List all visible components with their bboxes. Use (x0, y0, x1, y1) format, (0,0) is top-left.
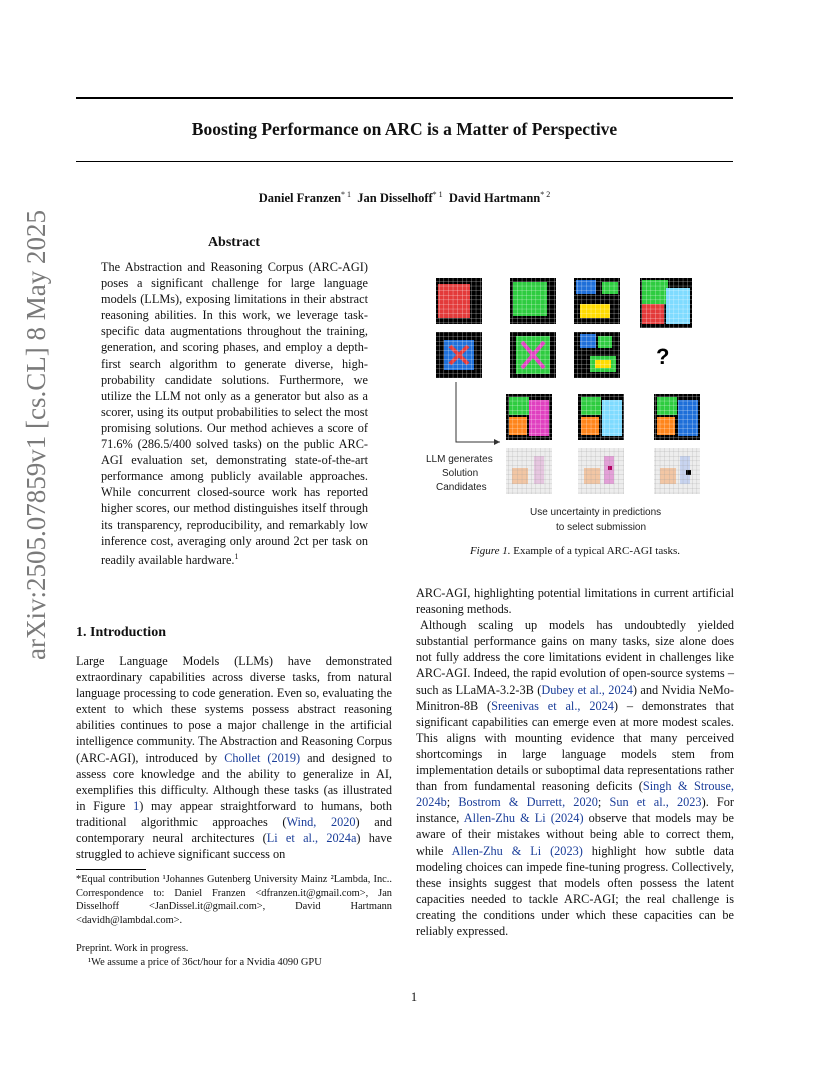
figure-caption (416, 545, 734, 557)
citation-link[interactable]: 1 (133, 798, 140, 813)
citation-link[interactable]: Dubey et al., 2024 (541, 682, 633, 697)
candidate-solutions (506, 394, 700, 440)
example-pair-3 (574, 278, 620, 378)
abstract-body (101, 259, 368, 568)
abstract-text: The Abstraction and Reasoning Corpus (ARC-AGI) poses a significant challenge for large language models (LLMs), exposing limitations in their abstract reasoning abilities. In this work, we leverage task-specific data augmentations throughout the training, generation, and scoring phases, and employ a depth-first search algorithm to generate diverse, high-probability candidate solutions. Furthermore, we utilize the LLM not only as a generator but also as a scorer, using its output probabilities to select the most promising solutions. Our method achieves a score of 71.6% (286.5/400 solved tasks) on the public ARC-AGI evaluation set, demonstrating state-of-the-art performance among publicly available approaches. While concurrent closed-source work has reported higher scores, our method distinguishes itself through its transparency, reproducibility, and remarkably low inference cost, averaging only around 2ct per task on readily available hardware. (101, 260, 368, 567)
author-affil: * 1 (341, 190, 352, 199)
body-text: ). For instance, (416, 795, 735, 826)
flow-arrow (456, 382, 500, 442)
candidate-uncertainty-maps (506, 448, 700, 494)
body-text: ) have struggled to achieve significant success on (76, 831, 392, 862)
question-mark: ? (656, 344, 670, 369)
author-name: Daniel Franzen (258, 191, 342, 206)
preprint-note: Preprint. Work in progress. (76, 943, 189, 954)
paper-title: Boosting Performance on ARC is a Matter of Perspective (191, 119, 618, 139)
uncertainty-label-line-1: Use uncertainty in predictions (530, 507, 662, 518)
body-text: ; (446, 795, 459, 810)
body-text: ) and contemporary neural architectures ( (76, 814, 392, 846)
example-pair-2 (510, 278, 556, 378)
citation-link[interactable]: Sun et al., 2023 (609, 795, 702, 810)
citation-link[interactable]: Li et al., 2024a (266, 831, 357, 846)
title-bottom-rule (76, 161, 733, 162)
author-affil: * 1 (432, 190, 443, 199)
page-number: 1 (410, 990, 418, 1004)
citation-link[interactable]: Bostrom & Durrett, 2020 (458, 795, 598, 810)
footnote-rule (76, 869, 146, 870)
test-input (640, 278, 692, 328)
llm-label-line-2: Solution (442, 468, 479, 479)
body-text: ) and Nvidia NeMo-Minitron-8B ( (416, 682, 735, 713)
body-text: ) may appear straightforward to humans, both traditional algorithmic approaches ( (76, 798, 392, 829)
arxiv-sidebar: arXiv:2505.07859v1 [cs.CL] 8 May 2025 (21, 210, 51, 660)
example-pair-1 (436, 278, 482, 378)
llm-label-line-3: Candidates (436, 482, 487, 493)
intro-paragraph-1-continued: ARC-AGI, highlighting potential limitations in current artificial reasoning methods. (416, 586, 734, 617)
author-affil: * 2 (540, 190, 551, 199)
author-list (76, 190, 733, 206)
footnote-mark: 1 (234, 551, 239, 561)
abstract-heading: Abstract (207, 235, 261, 250)
price-footnote: ¹We assume a price of 36ct/hour for a Nvidia 4090 GPU (88, 957, 322, 968)
affiliation-footnote: *Equal contribution ¹Johannes Gutenberg University Mainz ²Lambda, Inc.. Correspondence to: Daniel Franzen <dfranzen.it@gmail.com>, Jan Disselhoff <JanDissel.it@gmail.com>, David Hartmann <davidh@lambdal.com>. (76, 874, 392, 926)
caption-text: Example of a typical ARC-AGI tasks. (513, 545, 681, 557)
citation-link[interactable]: Allen-Zhu & Li (2024) (463, 811, 584, 826)
citation-link[interactable]: Sreenivas et al., 2024 (491, 698, 614, 713)
llm-label-line-1: LLM generates (426, 454, 493, 465)
citation-link[interactable]: Allen-Zhu & Li (2023) (451, 843, 583, 858)
figure-1 (416, 272, 734, 537)
author-name: David Hartmann (448, 191, 541, 206)
citation-link[interactable]: Wind, 2020 (286, 814, 356, 829)
body-text: ; (597, 795, 610, 810)
title-top-rule (76, 97, 733, 99)
caption-label: Figure 1. (469, 545, 511, 557)
body-text: and designed to assess core knowledge and the ability to generalize in AI, exemplifies this difficulty. Although these tasks (as illustrated in Figure (76, 750, 392, 813)
section-heading: 1. Introduction (76, 625, 166, 640)
intro-paragraph-1 (76, 653, 392, 862)
author-name: Jan Disselhoff (357, 191, 433, 206)
body-text: highlight how subtle data modeling choices can impede fine-tuning progress. Collectively, these insights suggest that models often possess the latent capacities needed to tackle ARC-AGI; the real challenge is creating the conditions under which these capacities can be reliably expressed. (416, 843, 734, 938)
body-text: Large Language Models (LLMs) have demonstrated extraordinary capabilities across diverse tasks, from natural language processing to code generation. Even so, evaluating the extent to which these systems possess abstract reasoning abilities continues to pose a major challenge in the artificial intelligence community. The Abstraction and Reasoning Corpus (ARC-AGI), introduced by (76, 654, 392, 765)
intro-paragraph-2 (416, 617, 734, 939)
body-text: observe that models may be aware of their mistakes without being able to correct them, while (416, 811, 734, 858)
body-text: Although scaling up models has undoubtedly yielded substantial performance gains on many tasks, size alone does not fully address the core limitations evident in challenges like ARC-AGI. Indeed, the rapid evolution of open-source systems – such as LLaMA-3.2-3B ( (416, 618, 734, 697)
uncertainty-label-line-2: to select submission (556, 522, 647, 533)
citation-link[interactable]: Singh & Strouse, 2024b (416, 779, 734, 810)
citation-link[interactable]: Chollet (2019) (224, 750, 301, 765)
body-text: ) – demonstrates that significant capabilities can emerge even at more modest scales. This aligns with mounting evidence that many perceived shortcomings in large language models stem from implementation details or suboptimal data representations rather than from fundamental reasoning deficits ( (416, 698, 734, 794)
right-column (416, 585, 734, 939)
